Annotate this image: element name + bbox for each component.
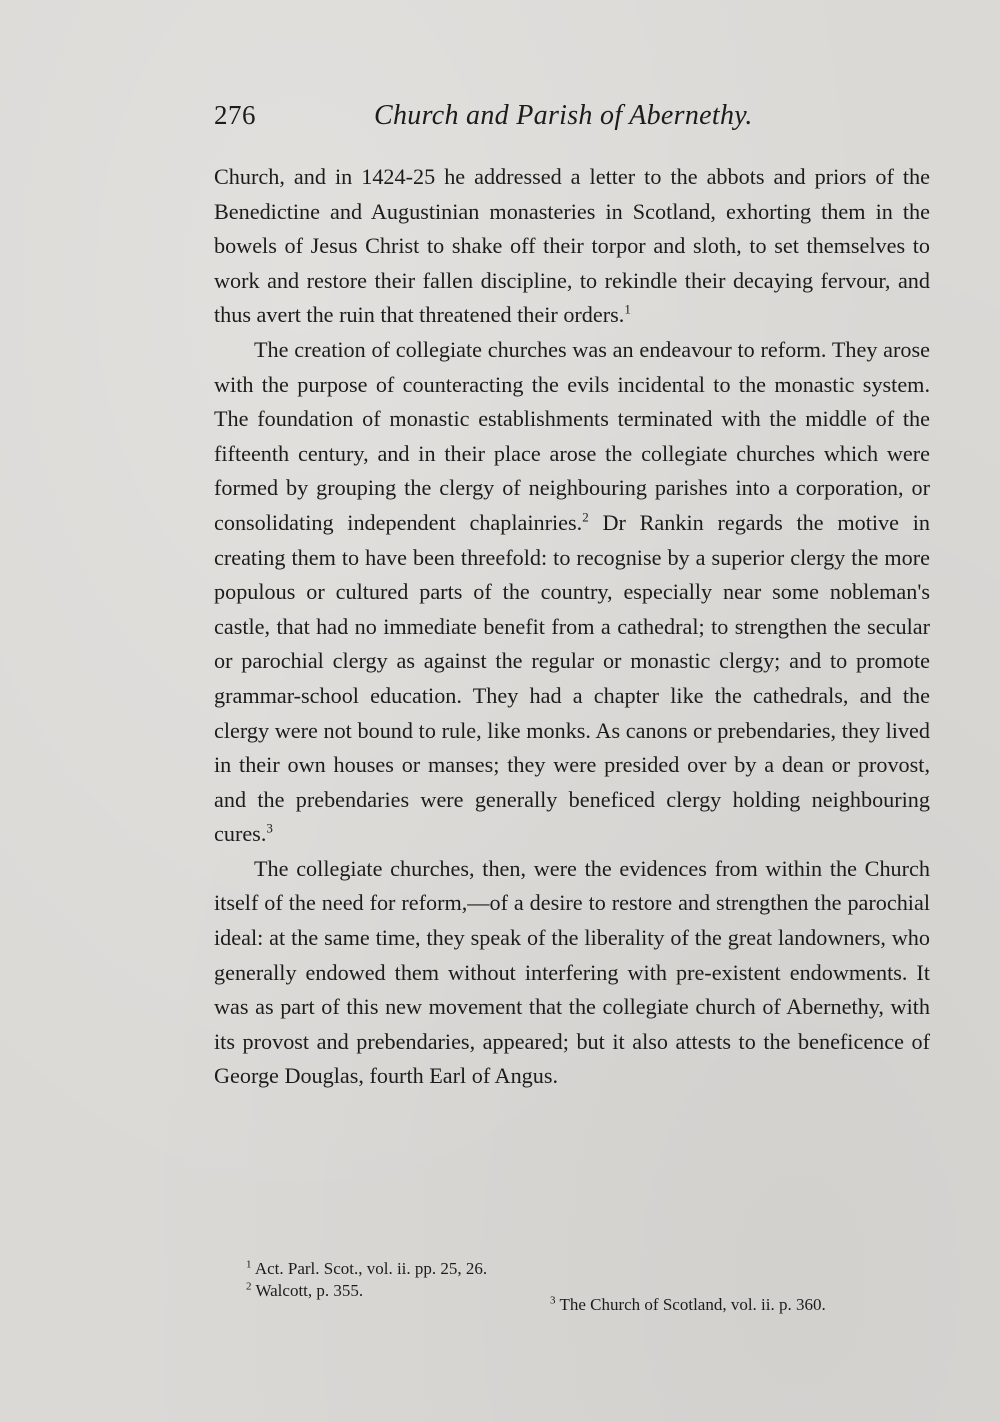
body-text: [214, 160, 930, 1094]
footnote-2: [246, 1280, 363, 1302]
footnote-ref-1: 1: [624, 301, 631, 317]
paragraph-2-text-b: Dr Rankin regards the motive in creating them to have been threefold: to recognise by a superior clergy the more populous or cultured parts of the country, especially near some nobleman's castle, that had no immediate benefit from a cathedral; to strengthen the secular or parochial clergy as against the regular or monastic clergy; and to promote grammar-school education. They had a chapter like the cathedrals, and the clergy were not bound to rule, like monks. As canons or prebendaries, they lived in their own houses or manses; they were presided over by a dean or provost, and the prebendaries were generally beneficed clergy holding neighbouring cures.: [214, 509, 930, 847]
footnote-mark: 3: [550, 1294, 556, 1307]
paragraph-3: [214, 852, 930, 1094]
paragraph-2-text-a: The creation of collegiate churches was an endeavour to reform. They arose with the purpose of counteracting the evils incidental to the monastic system. The foundation of monastic establishments terminated with the middle of the fifteenth century, and in their place arose the collegiate churches which were formed by grouping the clergy of neighbouring parishes into a corporation, or consolidating independent chaplainries.: [214, 336, 930, 535]
footnote-ref-3: 3: [266, 820, 273, 836]
footnote-3: [550, 1294, 826, 1316]
footnote-ref-2: 2: [582, 509, 589, 525]
footnote-text: Act. Parl. Scot., vol. ii. pp. 25, 26.: [254, 1259, 488, 1278]
footnote-mark: 2: [246, 1280, 252, 1293]
running-title: Church and Parish of Abernethy.: [374, 100, 753, 131]
page-number: 276: [214, 100, 256, 130]
paragraph-1: [214, 160, 930, 333]
paragraph-2: [214, 333, 930, 852]
footnote-text: The Church of Scotland, vol. ii. p. 360.: [559, 1295, 826, 1314]
running-head: [214, 100, 780, 140]
paragraph-1-text: Church, and in 1424-25 he addressed a letter to the abbots and priors of the Benedictine and Augustinian monasteries in Scotland, exhorting them in the bowels of Jesus Christ to shake off their torpor and sloth, to set themselves to work and restore their fallen discipline, to rekindle their decaying fervour, and thus avert the ruin that threatened their orders.: [214, 164, 930, 328]
footnote-text: Walcott, p. 355.: [255, 1281, 364, 1300]
paragraph-3-text: The collegiate churches, then, were the evidences from within the Church itself of the need for reform,—of a desire to restore and strengthen the parochial ideal: at the same time, they speak of the liberality of the great landowners, who generally endowed them without interfering with pre-existent endowments. It was as part of this new movement that the collegiate church of Abernethy, with its provost and prebendaries, appeared; but it also attests to the beneficence of George Douglas, fourth Earl of Angus.: [214, 855, 930, 1089]
footnote-mark: 1: [246, 1258, 252, 1271]
footnote-1: [246, 1258, 487, 1280]
